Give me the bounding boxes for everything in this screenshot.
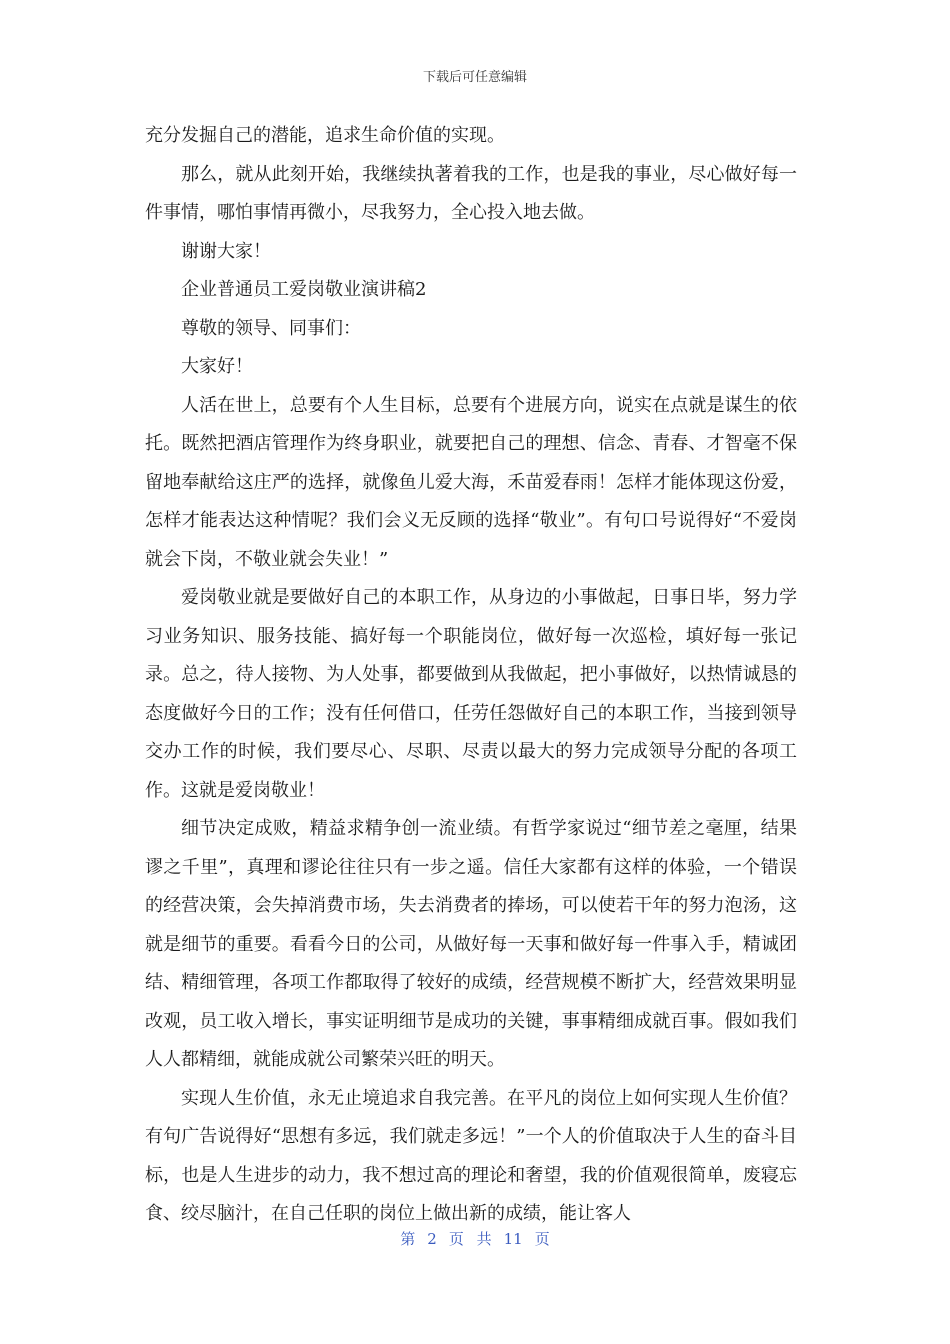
paragraph: 谢谢大家！ (181, 240, 271, 262)
paragraph: 尊敬的领导、同事们： (181, 317, 361, 339)
paragraph: 爱岗敬业就是要做好自己的本职工作，从身边的小事做起，日事日毕，努力学习业务知识、服务技能、搞好每一个职能岗位，做好每一次巡检，填好每一张记录。总之，待人接物、为人处事，都要做到从我做起，把小事做好，以热情诚恳的态度做好今日的工作；没有任何借口，任劳任怨做好自己的本职工作，当接到领导交办工作的时候，我们要尽心、尽职、尽责以最大的努力完成领导分配的各项工作。这就是爱岗敬业！ (145, 587, 797, 801)
total-pages-number: 11 (503, 1230, 523, 1248)
document-body (145, 117, 797, 1234)
footer-suffix: 页 (534, 1230, 550, 1248)
page-footer (0, 1228, 950, 1249)
footer-middle: 页 共 (448, 1230, 492, 1248)
paragraph: 那么，就从此刻开始，我继续执著着我的工作，也是我的事业，尽心做好每一件事情，哪怕事情再微小，尽我努力，全心投入地去做。 (145, 163, 797, 223)
paragraph: 人活在世上，总要有个人生目标，总要有个进展方向，说实在点就是谋生的依托。既然把酒店管理作为终身职业，就要把自己的理想、信念、青春、才智毫不保留地奉献给这庄严的选择，就像鱼儿爱大海，禾苗爱春雨！怎样才能体现这份爱，怎样才能表达这种情呢？我们会义无反顾的选择“敬业”。有句口号说得好“不爱岗就会下岗，不敬业就会失业！” (145, 394, 797, 570)
paragraph: 实现人生价值，永无止境追求自我完善。在平凡的岗位上如何实现人生价值？有句广告说得好“思想有多远，我们就走多远！”一个人的价值取决于人生的奋斗目标，也是人生进步的动力，我不想过高的理论和奢望，我的价值观很简单，废寝忘食、绞尽脑汁，在自己任职的岗位上做出新的成绩，能让客人 (145, 1087, 797, 1224)
paragraph: 充分发掘自己的潜能，追求生命价值的实现。 (145, 125, 505, 146)
footer-prefix: 第 (400, 1230, 416, 1248)
section-title: 企业普通员工爱岗敬业演讲稿2 (181, 279, 427, 300)
page-header: 下载后可任意编辑 (422, 70, 527, 85)
paragraph: 细节决定成败，精益求精争创一流业绩。有哲学家说过“细节差之毫厘，结果谬之千里”，真理和谬论往往只有一步之遥。信任大家都有这样的体验，一个错误的经营决策，会失掉消费市场，失去消费者的捧场，可以使若干年的努力泡汤，这就是细节的重要。看看今日的公司，从做好每一天事和做好每一件事入手，精诚团结、精细管理，各项工作都取得了较好的成绩，经营规模不断扩大，经营效果明显改观，员工收入增长，事实证明细节是成功的关键，事事精细成就百事。假如我们人人都精细，就能成就公司繁荣兴旺的明天。 (145, 818, 797, 1070)
paragraph: 大家好！ (181, 356, 253, 377)
current-page-number: 2 (427, 1230, 437, 1248)
